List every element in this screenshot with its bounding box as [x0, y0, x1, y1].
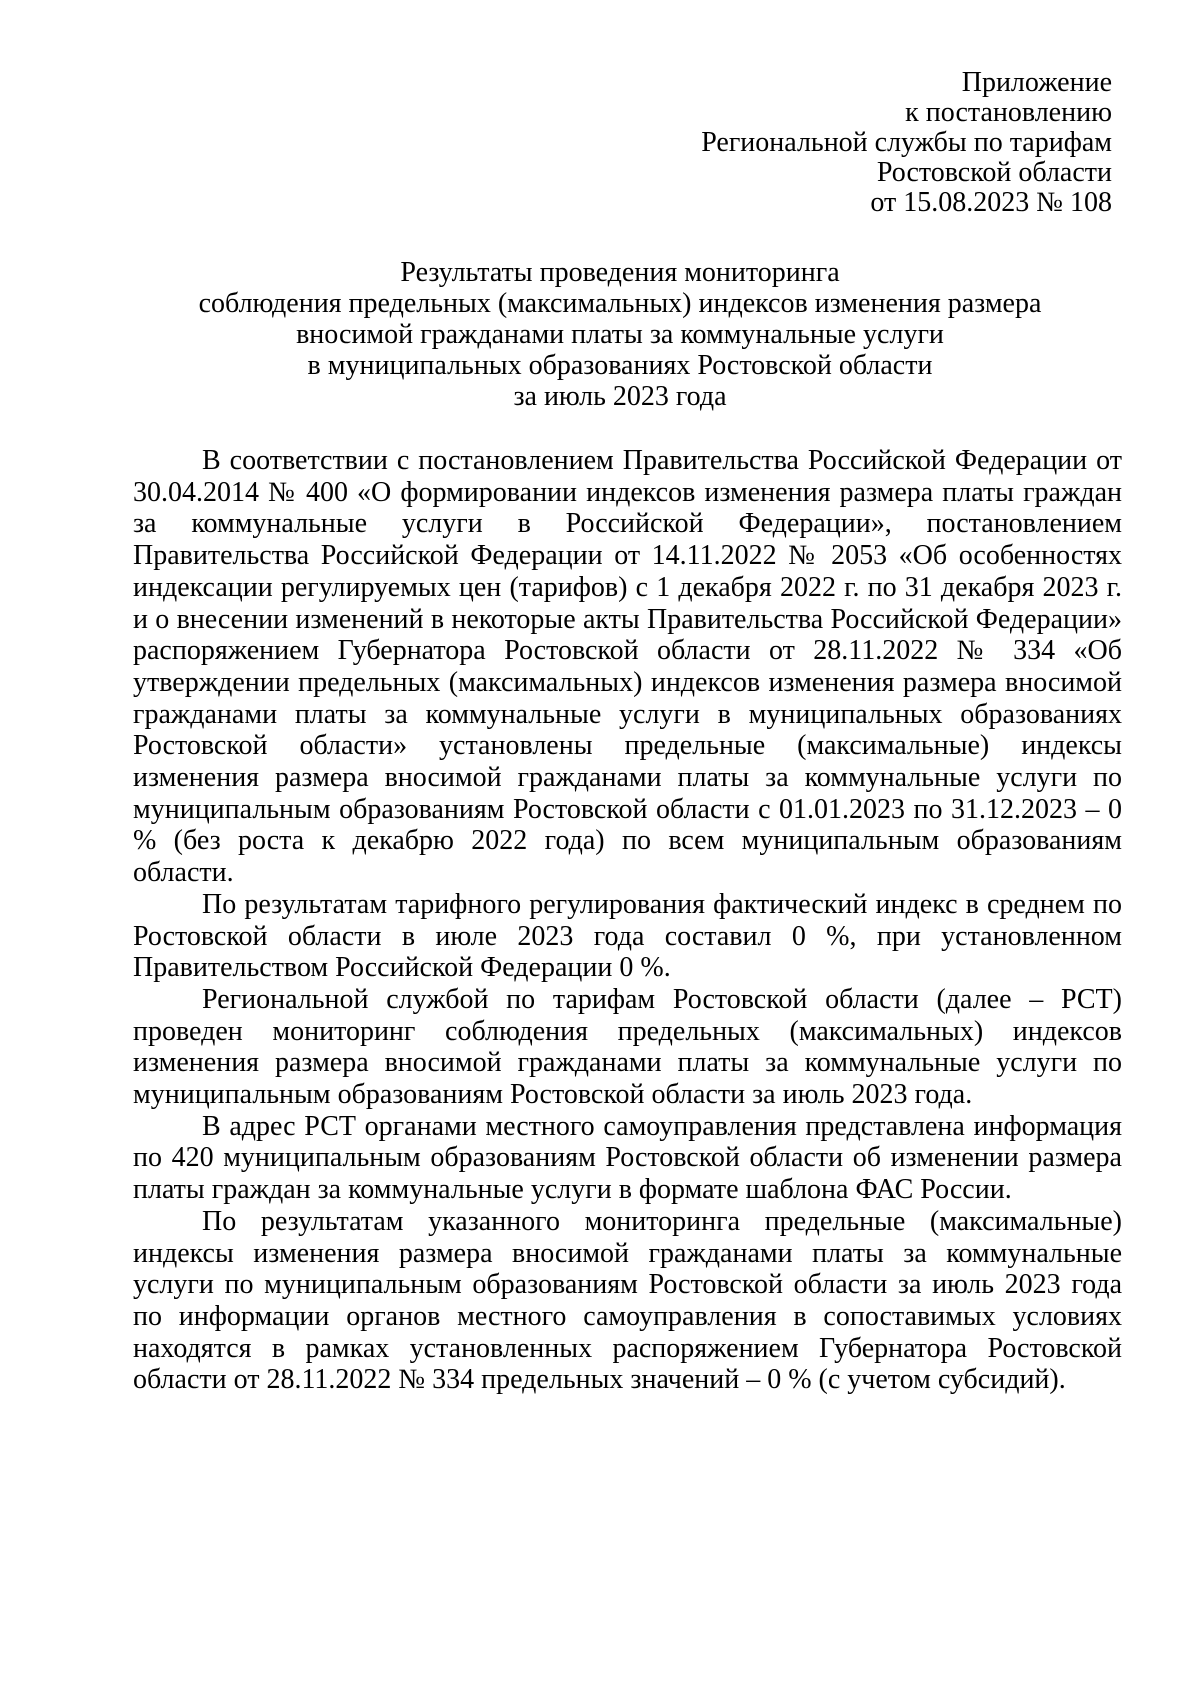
title-line: в муниципальных образованиях Ростовской области — [307, 350, 933, 381]
title-line: соблюдения предельных (максимальных) индексов изменения размера — [198, 288, 1042, 319]
title-line: Результаты проведения мониторинга — [400, 257, 840, 288]
appendix-line: Ростовской области — [876, 157, 1112, 188]
title-line: вносимой гражданами платы за коммунальные услуги — [296, 319, 944, 350]
document-title — [100, 257, 1140, 412]
appendix-line: от 15.08.2023 № 108 — [870, 187, 1112, 218]
body-paragraph: По результатам тарифного регулирования фактический индекс в среднем по Ростовской области в июле 2023 года составил 0 %, при установленном Правительством Российской Федерации 0 %. — [133, 888, 1122, 984]
appendix-line: к постановлению — [905, 97, 1112, 128]
appendix-line: Региональной службы по тарифам — [701, 127, 1112, 158]
appendix-line: Приложение — [961, 67, 1112, 98]
title-line: за июль 2023 года — [513, 381, 727, 412]
body-paragraph: Региональной службой по тарифам Ростовской области (далее – РСТ) проведен мониторинг соблюдения предельных (максимальных) индексов изменения размера вносимой гражданами платы за коммунальные услуги по муниципальным образованиям Ростовской области за июль 2023 года. — [133, 983, 1122, 1111]
body-paragraph: По результатам указанного мониторинга предельные (максимальные) индексы изменения размера вносимой гражданами платы за коммунальные услуги по муниципальным образованиям Ростовской области за июль 2023 года по информации органов местного самоуправления в сопоставимых условиях находятся в рамках установленных распоряжением Губернатора Ростовской области от 28.11.2022 № 334 предельных значений – 0 % (с учетом субсидий). — [133, 1205, 1122, 1396]
body-paragraph: В соответствии с постановлением Правительства Российской Федерации от 30.04.2014 № 400 «О формировании индексов изменения размера платы граждан за коммунальные услуги в Российской Федерации», постановлением Правительства Российской Федерации от 14.11.2022 № 2053 «Об особенностях индексации регулируемых цен (тарифов) с 1 декабря 2022 г. по 31 декабря 2023 г. и о внесении изменений в некоторые акты Правительства Российской Федерации» распоряжением Губернатора Ростовской области от 28.11.2022 № 334 «Об утверждении предельных (максимальных) индексов изменения размера вносимой гражданами платы за коммунальные услуги в муниципальных образованиях Ростовской области» установлены предельные (максимальные) индексы изменения размера вносимой гражданами платы за коммунальные услуги по муниципальным образованиям Ростовской области с 01.01.2023 по 31.12.2023 – 0 % (без роста к декабрю 2022 года) по всем муниципальным образованиям области. — [133, 445, 1122, 889]
appendix-header — [412, 68, 1112, 218]
body-paragraph: В адрес РСТ органами местного самоуправления представлена информация по 420 муниципальным образованиям Ростовской области об изменении размера платы граждан за коммунальные услуги в формате шаблона ФАС России. — [133, 1110, 1122, 1206]
document-body — [133, 445, 1122, 1396]
